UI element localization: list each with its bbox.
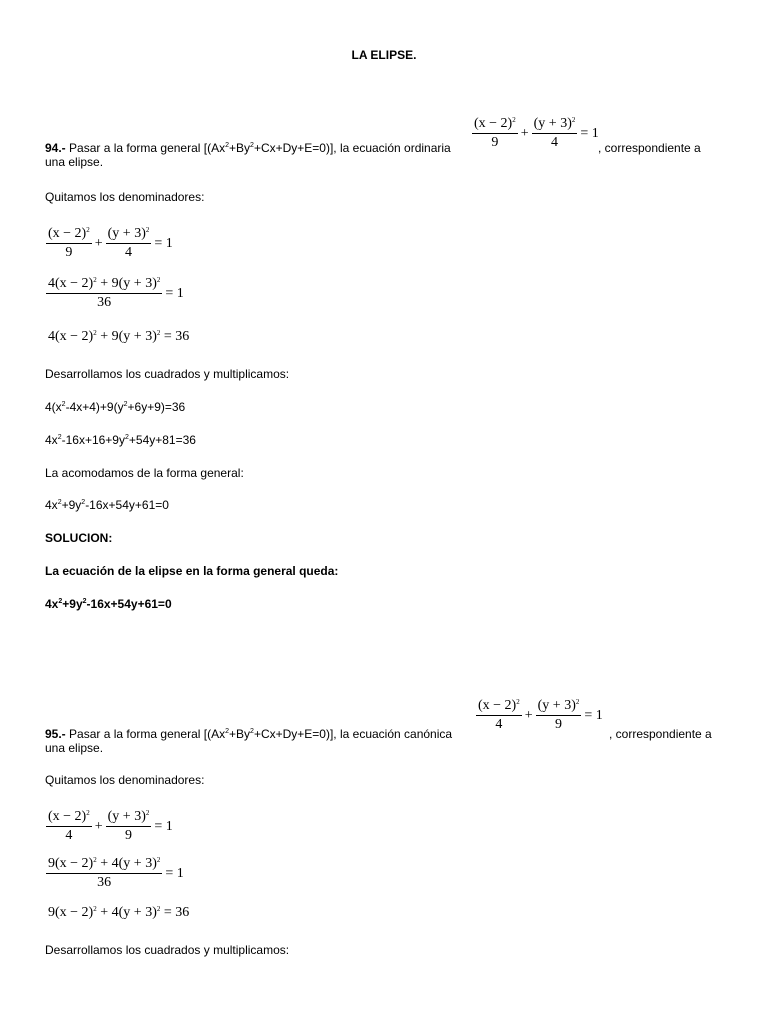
p94-solution-text: La ecuación de la elipse en la forma general queda:: [45, 564, 339, 578]
p94-general-form: $4x^2+9y^2-16x+54y+61=0$: [45, 498, 169, 512]
p95-statement: 95.- Pasar a la forma general $[(Ax^2+By^2+Cx+Dy+E=0)]$, la ecuación canónica: [45, 727, 453, 741]
p94-eq-line3: $4(x - 2)^2 + 9(y + 3)^2 = 36$: [48, 329, 190, 344]
p95-eq-line2: $\frac{9(x - 2)^2 + 4(y + 3)^2}{36}$ = 1: [48, 856, 184, 890]
p94-statement-line2: una elipse.: [45, 155, 104, 169]
p94-expansion-1: $4(x^2-4x+4)+9(y^2+6y+9)=36$: [45, 400, 186, 414]
p94-given-equation: $\frac{(x - 2)^2}{9}$ + $\frac{(y + 3)^2}{4}$ = 1: [474, 116, 599, 150]
p94-solution-equation: $4x^2+9y^2-16x+54y+61=0$: [45, 597, 172, 611]
p95-eq-line1: $\frac{(x - 2)^2}{4}$ + $\frac{(y + 3)^2}{9}$ = 1: [48, 809, 173, 843]
p94-eq-line2: $\frac{4(x - 2)^2 + 9(y + 3)^2}{36}$ = 1: [48, 276, 184, 310]
p95-step2: Desarrollamos los cuadrados y multiplicamos:: [45, 943, 290, 957]
p94-expansion-2: $4x^2-16x+16+9y^2+54y+81=36$: [45, 433, 196, 447]
p94-step3: La acomodamos de la forma general:: [45, 466, 244, 480]
p94-step1: Quitamos los denominadores:: [45, 190, 205, 204]
p95-given-equation: $\frac{(x - 2)^2}{4}$ + $\frac{(y + 3)^2}{9}$ = 1: [478, 698, 603, 732]
p94-solution-heading: SOLUCION:: [45, 531, 113, 545]
p94-eq-line1: $\frac{(x - 2)^2}{9}$ + $\frac{(y + 3)^2}{4}$ = 1: [48, 226, 173, 260]
p95-step1: Quitamos los denominadores:: [45, 773, 205, 787]
p95-statement-suffix: , correspondiente a: [609, 727, 712, 741]
p95-eq-line3: $9(x - 2)^2 + 4(y + 3)^2 = 36$: [48, 905, 190, 920]
p94-statement: 94.- Pasar a la forma general $[(Ax^2+By^2+Cx+Dy+E=0)]$, la ecuación ordinaria: [45, 141, 451, 155]
p95-statement-line2: una elipse.: [45, 741, 104, 755]
p94-statement-suffix: , correspondiente a: [598, 141, 701, 155]
page-title: LA ELIPSE.: [351, 48, 417, 62]
p94-step2: Desarrollamos los cuadrados y multiplicamos:: [45, 367, 290, 381]
